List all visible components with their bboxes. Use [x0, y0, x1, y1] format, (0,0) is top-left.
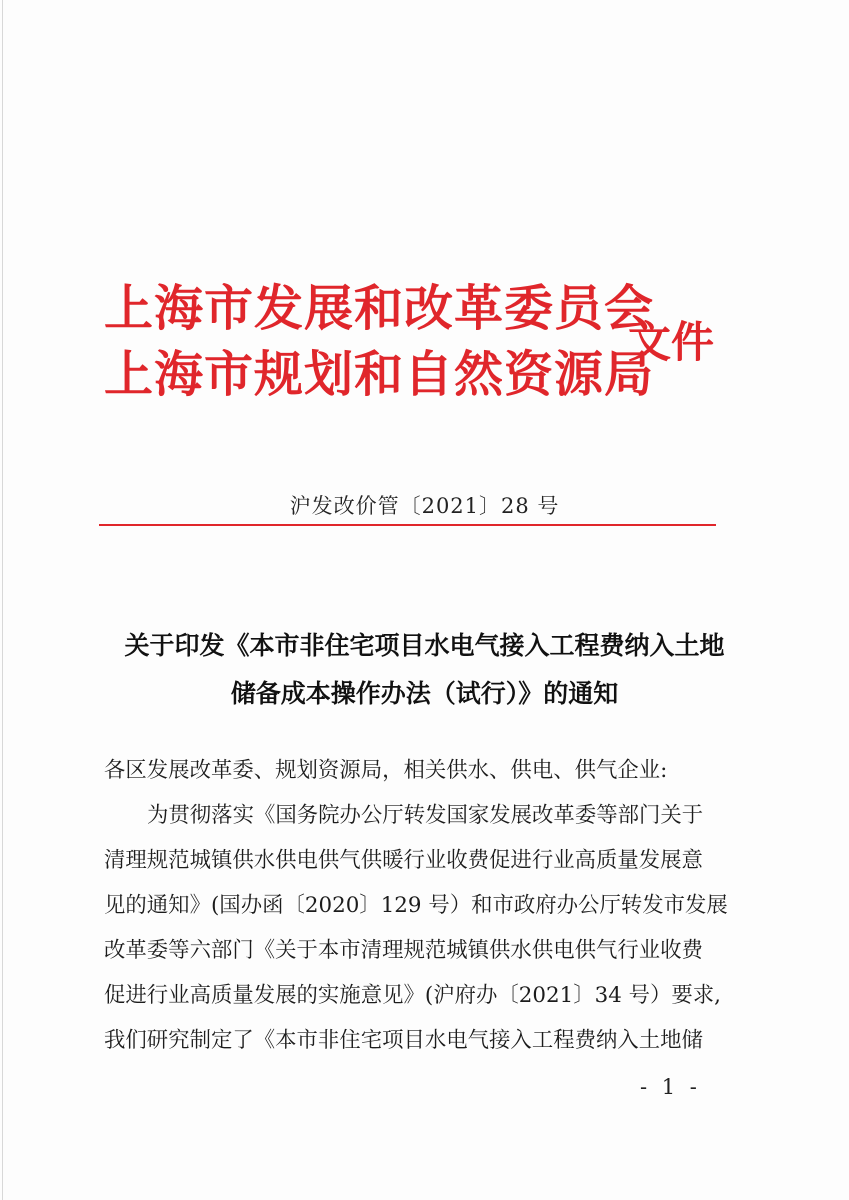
issuer-line-1: 上海市发展和改革委员会	[104, 279, 655, 337]
body-line: 促进行业高质量发展的实施意见》(沪府办〔2021〕34 号）要求,	[104, 983, 721, 1008]
title-line-2: 储备成本操作办法（试行）》的通知	[230, 679, 619, 708]
body-line: 我们研究制定了《本市非住宅项目水电气接入工程费纳入土地储	[104, 1028, 703, 1053]
scan-edge-line	[2, 0, 3, 1200]
red-header	[104, 278, 724, 408]
document-title	[0, 622, 849, 718]
page-number: - 1 -	[640, 1075, 701, 1099]
salutation: 各区发展改革委、规划资源局，相关供水、供电、供气企业:	[104, 758, 668, 783]
issuer-line-2: 上海市规划和自然资源局	[104, 345, 655, 403]
red-divider	[99, 524, 716, 526]
body-line: 见的通知》(国办函〔2020〕129 号）和市政府办公厅转发市发展	[104, 893, 728, 918]
body-text	[104, 748, 728, 1063]
title-line-1: 关于印发《本市非住宅项目水电气接入工程费纳入土地	[124, 631, 725, 660]
body-line: 清理规范城镇供水供电供气供暖行业收费促进行业高质量发展意	[104, 848, 703, 873]
body-line: 改革委等六部门《关于本市清理规范城镇供水供电供气行业收费	[104, 938, 703, 963]
doc-type-label: 文件	[628, 318, 714, 368]
document-number: 沪发改价管〔2021〕28 号	[289, 494, 560, 518]
body-line: 为贯彻落实《国务院办公厅转发国家发展改革委等部门关于	[147, 803, 704, 828]
